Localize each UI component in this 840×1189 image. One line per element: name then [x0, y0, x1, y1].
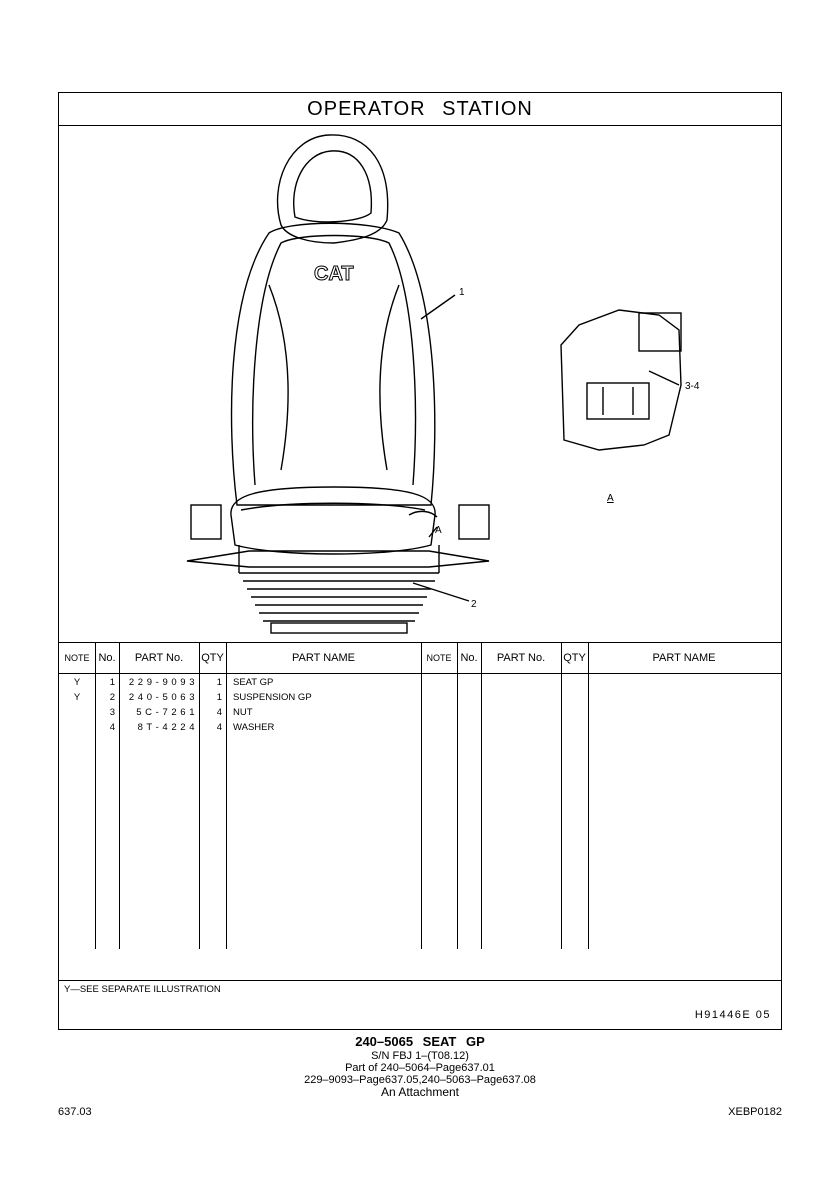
attachment-label: An Attachment: [380, 1085, 460, 1099]
header-part-no: PART No.: [134, 652, 184, 664]
parts-table: NOTE No. PART No. QTY PART NAME NOTE No. PART No. QTY PART NAME Y 1 2 2 9 - 9 0 9 3 1 SEAT GP Y 2 2 4 0 - 5 0 6 3 1 SUSPENSION GP 3 5 C - 7 2 6 1 4 NUT 4 8 T - 4 2 2 4 4 WASHER: [59, 642, 781, 986]
callout-a-main: A: [435, 525, 442, 536]
header-part-name: PART NAME: [292, 652, 355, 664]
header-part-name-right: PART NAME: [652, 652, 716, 664]
callout-a-detail: A: [607, 493, 614, 504]
table-footnote-area: [59, 980, 781, 1027]
separate-illustration-note: Y—SEE SEPARATE ILLUSTRATION: [64, 984, 221, 995]
parts-sheet-frame: [58, 92, 782, 1030]
part-of-reference: Part of 240–5064–Page637.01: [345, 1062, 495, 1074]
cat-logo: CAT: [314, 263, 354, 285]
header-note-right: NOTE: [426, 653, 452, 663]
seat-illustration: [59, 125, 781, 642]
header-qty: QTY: [201, 652, 224, 664]
callout-2: 2: [471, 599, 477, 610]
callout-3-4: 3-4: [685, 381, 700, 392]
header-no: No.: [98, 652, 116, 664]
callout-1: 1: [459, 287, 465, 298]
header-qty-right: QTY: [563, 652, 586, 664]
group-title: 240–5065 SEAT GP: [355, 1034, 485, 1049]
page-title: OPERATOR STATION: [59, 93, 781, 126]
page-number: 637.03: [58, 1106, 92, 1118]
header-no-right: No.: [460, 652, 478, 664]
seat-drawing: [59, 125, 780, 642]
illustration-ref-code: H91446E 05: [694, 1009, 771, 1021]
serial-range: S/N FBJ 1–(T08.12): [371, 1050, 469, 1062]
header-part-no-right: PART No.: [496, 652, 546, 664]
header-note: NOTE: [64, 653, 90, 663]
sub-page-references: 229–9093–Page637.05,240–5063–Page637.08: [304, 1074, 536, 1086]
document-code: XEBP0182: [728, 1106, 782, 1118]
